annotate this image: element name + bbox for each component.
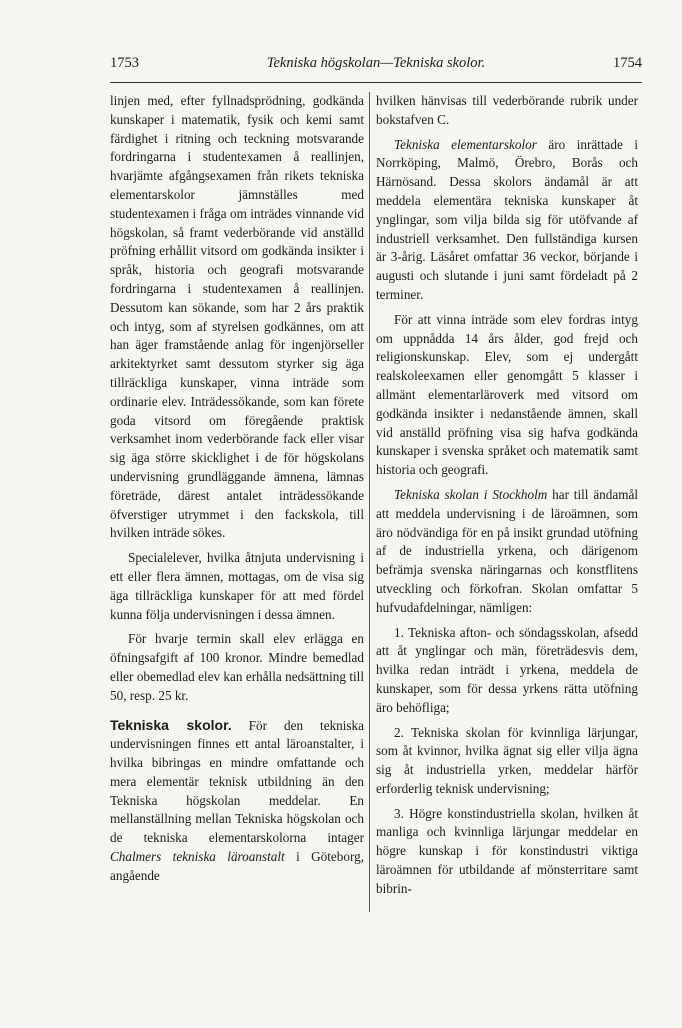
- elementarskolor-term: Tekniska elementarskolor: [394, 136, 537, 152]
- list-item-3: 3. Högre konstindustriella skolan, hvilken åt manliga och kvinnliga lärjungar meddelar en högre kunskap i för konstindustri viktiga läroämnen för utbildande af mönsterritare samt bibrin-: [376, 805, 638, 896]
- chalmers-reference: Chalmers tekniska läroanstalt: [110, 849, 285, 865]
- left-paragraph-1: linjen med, efter fyllnadsprödning, godkända kunskaper i matematik, fysik och kemi samt färdighet i ritning och teckning motsvarande fordringarna i studentexamen å reallinjen, hvarjämte afgångsexamen från rikets tekniska elementarskolor jämnställes med studentexamen i fråga om inträdes vinnande vid högskolan, så framt vederbörande vid anställd pröfning erhållit vitsord om godkända insikter i språk, historia och geografi motsvarande fordringarna i studentexamen å reallinjen. Dessutom kan sökande, som har 2 års praktik och intyg, som af styrelsen godkännes, om att han äger framstående anlag för ingenjörseller arkitektyrket samt dessutom styrker sig äga tillräckliga kunskaper, vinna inträde som ordinarie elev. Inträdessökande, som kan förete goda vitsord om föregående praktisk verksamhet inom vederbörande fack eller visar sig äga större skicklighet i de för högskolans undervisning grundläggande ämnena, lämnas företräde, därest antalet inträdessökande öfverstiger utrymmet i den fackskola, till hvilken inträde sökes.: [110, 93, 364, 541]
- right-paragraph-3: För att vinna inträde som elev fordras intyg om uppnådda 14 års ålder, god frejd och religionskunskap. Elev, som ej undergått realskoleexamen eller genomgått 5 klasser i allmänt elementarläroverk med vitsord om godkända insikter i nedanstående ämnen, skall vid anställd pröfning visa sig hafva godkända kunskaper i svenska språket och matematik samt historia och geografi.: [376, 311, 638, 478]
- column-divider: [369, 92, 370, 912]
- running-title: Tekniska högskolan—Tekniska skolor.: [266, 55, 486, 71]
- left-paragraph-3: För hvarje termin skall elev erlägga en öfningsafgift af 100 kronor. Mindre bemedlad eller obemedlad elev kan erhålla nedsättning till 50, resp. 25 kr.: [110, 631, 364, 703]
- page-number-left: 1753: [110, 55, 139, 71]
- left-paragraph-2: Specialelever, hvilka åtnjuta undervisning i ett eller flera ämnen, mottagas, om de visa sig äga tillräckliga kunskaper för att med fördel kunna följa undervisningen i dessa ämnen.: [110, 550, 364, 622]
- right-paragraph-2: [376, 136, 638, 305]
- list-item-1: 1. Tekniska afton- och söndagsskolan, afsedd att åt ynglingar och män, företrädesvis dem, hvilka redan inträdt i yrkena, meddela de kunskaper, som för dessa yrkens rätta utöfning äro behöfliga;: [376, 624, 638, 715]
- right-paragraph-2-text: äro inrättade i Norrköping, Malmö, Örebro, Borås och Härnösand. Dessa skolors ändamål är att meddela elementära tekniska kunskaper åt ynglingar, som vilja bilda sig för utöfvande af industriell verksamhet. Den fullständiga kursen är 3-årig. Läsåret omfattar 36 veckor, börjande i augusti och slutande i juni samt fördeladt på 2 terminer.: [376, 136, 638, 302]
- left-paragraph-4-text: För den tekniska undervisningen finnes ett antal läroanstalter, i hvilka bibringas en mindre omfattande och mera elementär teknisk utbildning än den Tekniska högskolan meddelar. En mellanställning mellan Tekniska högskolan och de tekniska elementarskolorna intager: [110, 717, 365, 846]
- section-heading-tekniska-skolor: Tekniska skolor.: [110, 716, 232, 733]
- page-number-right: 1754: [613, 55, 642, 71]
- right-paragraph-4-text: har till ändamål att meddela undervisning i de läroämnen, som äro nödvändiga för en på insikt grundad utöfning af de industriella yrkena, och därigenom befrämja svenska näringarnas och konstflitens utveckling och förkofran. Skolan omfattar 5 hufvudafdelningar, nämligen:: [376, 486, 638, 615]
- list-item-2: 2. Tekniska skolan för kvinnliga lärjungar, som åt kvinnor, hvilka ägnat sig eller vilja ägna sig åt industriella yrken, meddelar härför erforderlig teknisk undervisning;: [376, 724, 638, 796]
- left-column: [110, 92, 364, 886]
- right-paragraph-4: [376, 486, 638, 618]
- page-header: [110, 55, 642, 79]
- right-paragraph-1: hvilken hänvisas till vederbörande rubrik under bokstafven C.: [376, 93, 638, 127]
- stockholm-school-term: Tekniska skolan i Stockholm: [394, 486, 548, 502]
- header-rule: [110, 82, 642, 83]
- left-paragraph-4-tail: i Göteborg, angående: [110, 849, 364, 883]
- right-column: [376, 92, 638, 899]
- left-paragraph-4: [110, 716, 364, 886]
